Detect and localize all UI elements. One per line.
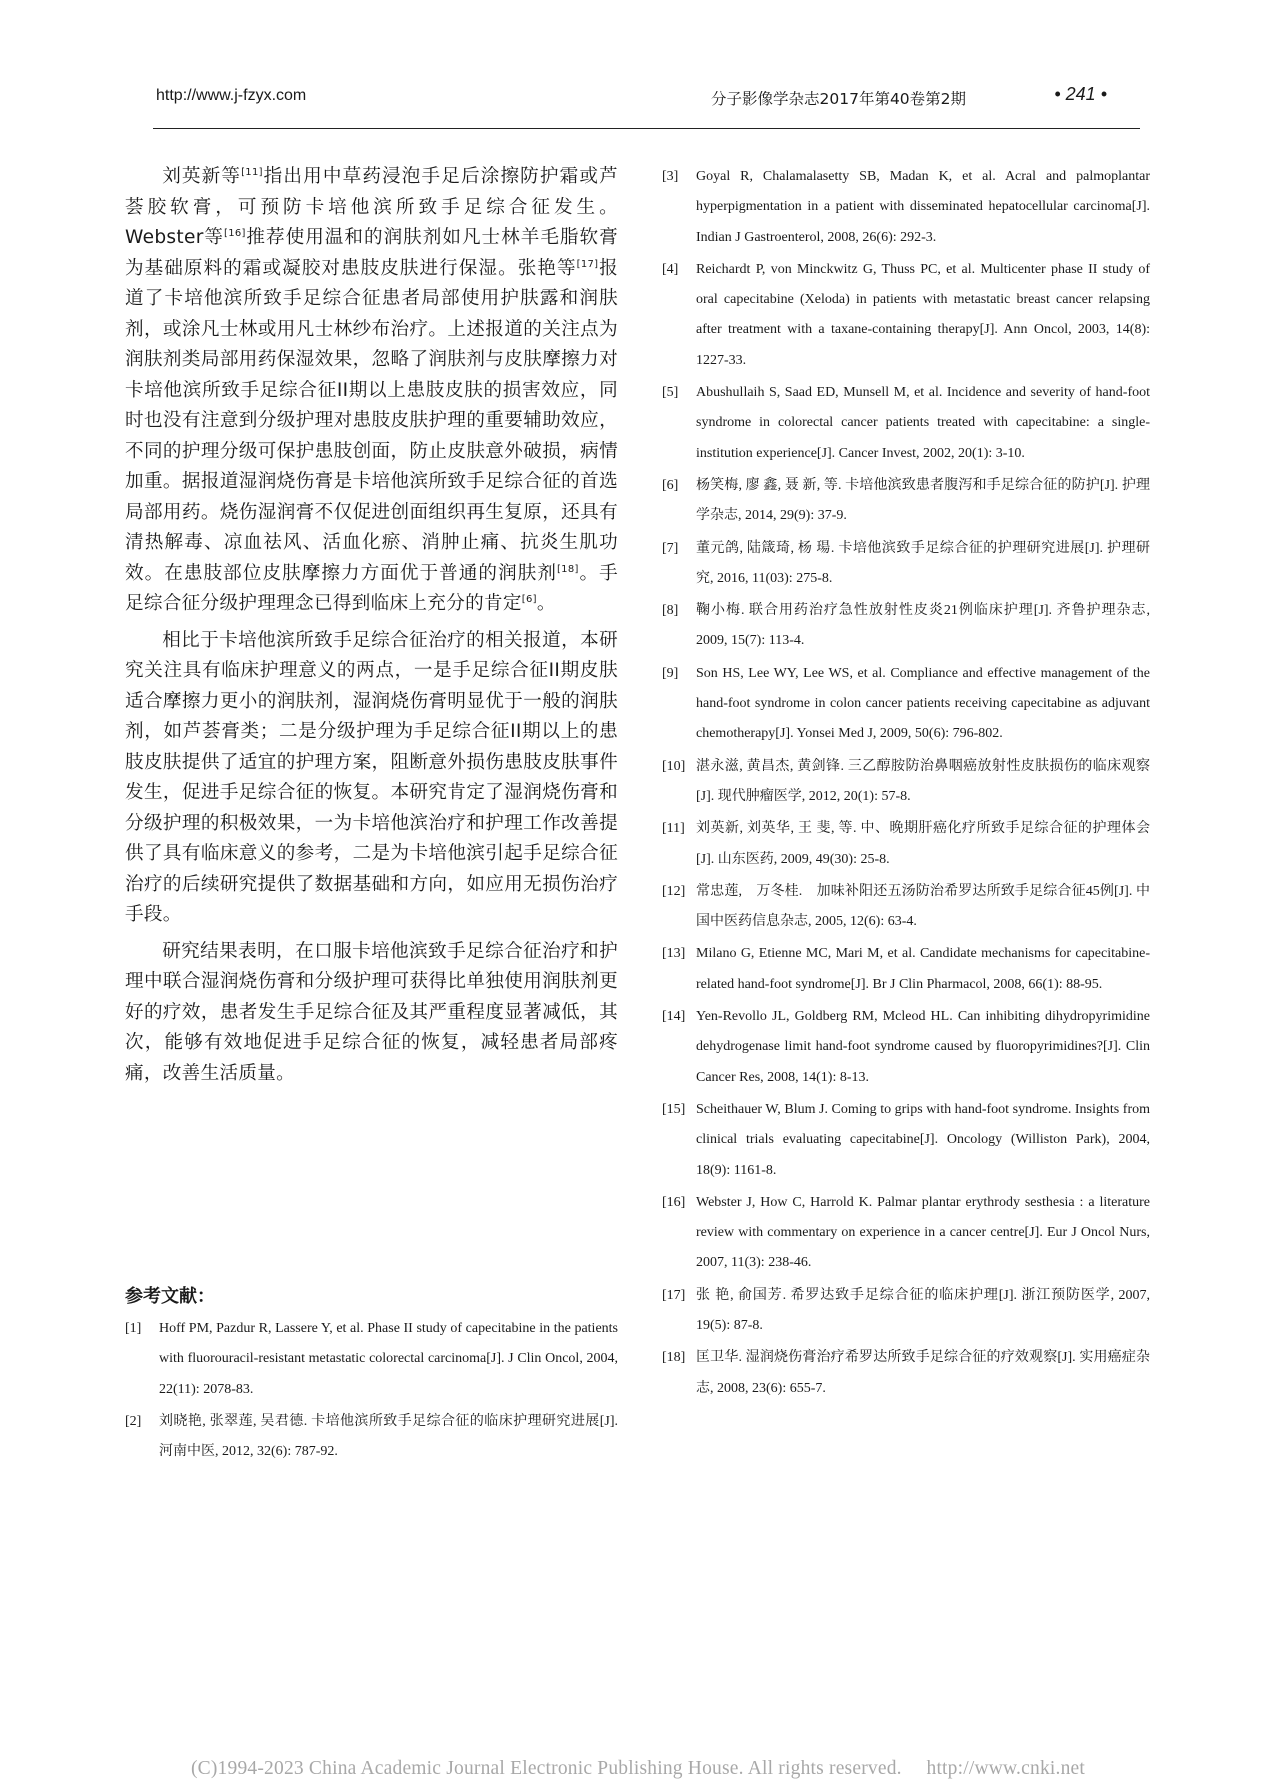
reference-list-left (125, 1314, 618, 1469)
reference-item: [2] 刘晓艳, 张翠莲, 吴君德. 卡培他滨所致手足综合征的临床护理研究进展[J]. 河南中医, 2012, 32(6): 787-92. (125, 1413, 618, 1460)
citation: [17] (576, 258, 599, 270)
reference-item: [18] 匡卫华. 湿润烧伤膏治疗希罗达所致手足综合征的疗效观察[J]. 实用癌症杂志, 2008, 23(6): 655-7. (662, 1350, 1150, 1396)
reference-item: [16] Webster J, How C, Harrold K. Palmar plantar erythrody sesthesia : a literature review with commentary on experience in a cancer centre[J]. Eur J Oncol Nurs, 2007, 11(3): 238-46. (662, 1194, 1150, 1271)
journal-issue: 分子影像学杂志2017年第40卷第2期 (711, 90, 967, 108)
body-paragraph-3: 研究结果表明，在口服卡培他滨致手足综合征治疗和护理中联合湿润烧伤膏和分级护理可获得比单独使用润肤剂更好的疗效，患者发生手足综合征及其严重程度显著减低，其次，能够有效地促进手足综合征的恢复，减轻患者局部疼痛，改善生活质量。 (125, 940, 618, 1084)
reference-item: [12] 常忠莲, 万冬桂. 加味补阳还五汤防治希罗达所致手足综合征45例[J]. 中国中医药信息杂志, 2005, 12(6): 63-4. (662, 883, 1150, 930)
reference-item: [11] 刘英新, 刘英华, 王 斐, 等. 中、晚期肝癌化疗所致手足综合征的护理体会[J]. 山东医药, 2009, 49(30): 25-8. (662, 821, 1150, 867)
reference-item: [13] Milano G, Etienne MC, Mari M, et al. Candidate mechanisms for capecitabine-related hand-foot syndrome[J]. Br J Clin Pharmacol, 2008, 66(1): 88-95. (662, 946, 1150, 992)
citation: [6] (521, 593, 537, 605)
citation: [11] (241, 166, 263, 178)
body-text-column (125, 162, 618, 1089)
reference-item: [1] Hoff PM, Pazdur R, Lassere Y, et al. Phase II study of capecitabine in the patients with fluorouracil-resistant metastatic colorectal carcinoma[J]. J Clin Oncol, 2004, 22(11): 2078-83. (125, 1321, 618, 1397)
reference-item: [10] 湛永滋, 黄昌杰, 黄剑锋. 三乙醇胺防治鼻咽癌放射性皮肤损伤的临床观察[J]. 现代肿瘤医学, 2012, 20(1): 57-8. (662, 758, 1150, 804)
reference-item: [3] Goyal R, Chalamalasetty SB, Madan K, et al. Acral and palmoplantar hyperpigmentation in a patient with disseminated hepatocellular carcinoma[J]. Indian J Gastroenterol, 2008, 26(6): 292-3. (662, 169, 1150, 245)
reference-item: [6] 杨笑梅, 廖 鑫, 聂 新, 等. 卡培他滨致患者腹泻和手足综合征的防护[J]. 护理学杂志, 2014, 29(9): 37-9. (662, 477, 1150, 524)
references-heading: 参考文献： (125, 1286, 215, 1307)
reference-item: [15] Scheithauer W, Blum J. Coming to grips with hand-foot syndrome. Insights from clinical trials evaluating capecitabine[J]. Oncology (Williston Park), 2004, 18(9): 1161-8. (662, 1101, 1150, 1178)
reference-list-right (662, 162, 1150, 1406)
reference-item: [7] 董元鸽, 陆箴琦, 杨 瑒. 卡培他滨致手足综合征的护理研究进展[J]. 护理研究, 2016, 11(03): 275-8. (662, 540, 1150, 586)
reference-item: [4] Reichardt P, von Minckwitz G, Thuss PC, et al. Multicenter phase II study of oral capecitabine (Xeloda) in patients with metastatic breast cancer relapsing after treatment with a taxane-containing therapy[J]. Ann Oncol, 2003, 14(8): 1227-33. (662, 261, 1150, 368)
header-rule (153, 128, 1140, 129)
running-header (153, 80, 1140, 114)
body-paragraph-1: 刘英新等[11]指出用中草药浸泡手足后涂擦防护霜或芦荟胶软膏，可预防卡培他滨所致手足综合征发生。Webster等[16]推荐使用温和的润肤剂如凡士林羊毛脂软膏为基础原料的霜或凝胶对患肢皮肤进行保湿。张艳等[17]报道了卡培他滨所致手足综合征患者局部使用护肤露和润肤剂，或涂凡士林或用凡士林纱布治疗。上述报道的关注点为润肤剂类局部用药保湿效果，忽略了润肤剂与皮肤摩擦力对卡培他滨所致手足综合征II期以上患肢皮肤的损害效应，同时也没有注意到分级护理对患肢皮肤护理的重要辅助效应，不同的护理分级可保护患肢创面，防止皮肤意外破损，病情加重。据报道湿润烧伤膏是卡培他滨所致手足综合征的首选局部用药。烧伤湿润膏不仅促进创面组织再生复原，还具有清热解毒、凉血祛风、活血化瘀、消肿止痛、抗炎生肌功效。在患肢部位皮肤摩擦力方面优于普通的润肤剂[18]。手足综合征分级护理理念已得到临床上充分的肯定[6]。 (125, 166, 619, 614)
page-number: • 241 • (1054, 84, 1107, 104)
reference-item: [8] 鞠小梅. 联合用药治疗急性放射性皮炎21例临床护理[J]. 齐鲁护理杂志, 2009, 15(7): 113-4. (662, 603, 1150, 649)
journal-url: http://www.j-fzyx.com (156, 87, 307, 104)
copyright-footer: (C)1994-2023 China Academic Journal Electronic Publishing House. All rights reserved. http://www.cnki.net (190, 1758, 1086, 1779)
reference-item: [5] Abushullaih S, Saad ED, Munsell M, et al. Incidence and severity of hand-foot syndrome in colorectal cancer patients treated with capecitabine: a single-institution experience[J]. Cancer Invest, 2002, 20(1): 3-10. (662, 385, 1150, 461)
citation: [18] (556, 563, 579, 575)
body-paragraph-2: 相比于卡培他滨所致手足综合征治疗的相关报道，本研究关注具有临床护理意义的两点，一是手足综合征II期皮肤适合摩擦力更小的润肤剂，湿润烧伤膏明显优于一般的润肤剂，如芦荟膏类；二是分级护理为手足综合征II期以上的患肢皮肤提供了适宜的护理方案，阻断意外损伤患肢皮肤事件发生，促进手足综合征的恢复。本研究肯定了湿润烧伤膏和分级护理的积极效果，一为卡培他滨治疗和护理工作改善提供了具有临床意义的参考，二是为卡培他滨引起手足综合征治疗的后续研究提供了数据基础和方向，如应用无损伤治疗手段。 (125, 629, 618, 925)
reference-item: [14] Yen-Revollo JL, Goldberg RM, Mcleod HL. Can inhibiting dihydropyrimidine dehydrogenase limit hand-foot syndrome caused by fluoropyrimidines?[J]. Clin Cancer Res, 2008, 14(1): 8-13. (662, 1009, 1150, 1085)
citation: [16] (224, 227, 246, 239)
reference-item: [17] 张 艳, 俞国芳. 希罗达致手足综合征的临床护理[J]. 浙江预防医学, 2007, 19(5): 87-8. (662, 1287, 1150, 1333)
reference-item: [9] Son HS, Lee WY, Lee WS, et al. Compliance and effective management of the hand-foot syndrome in colon cancer patients receiving capecitabine as adjuvant chemotherapy[J]. Yonsei Med J, 2009, 50(6): 796-802. (662, 665, 1150, 742)
